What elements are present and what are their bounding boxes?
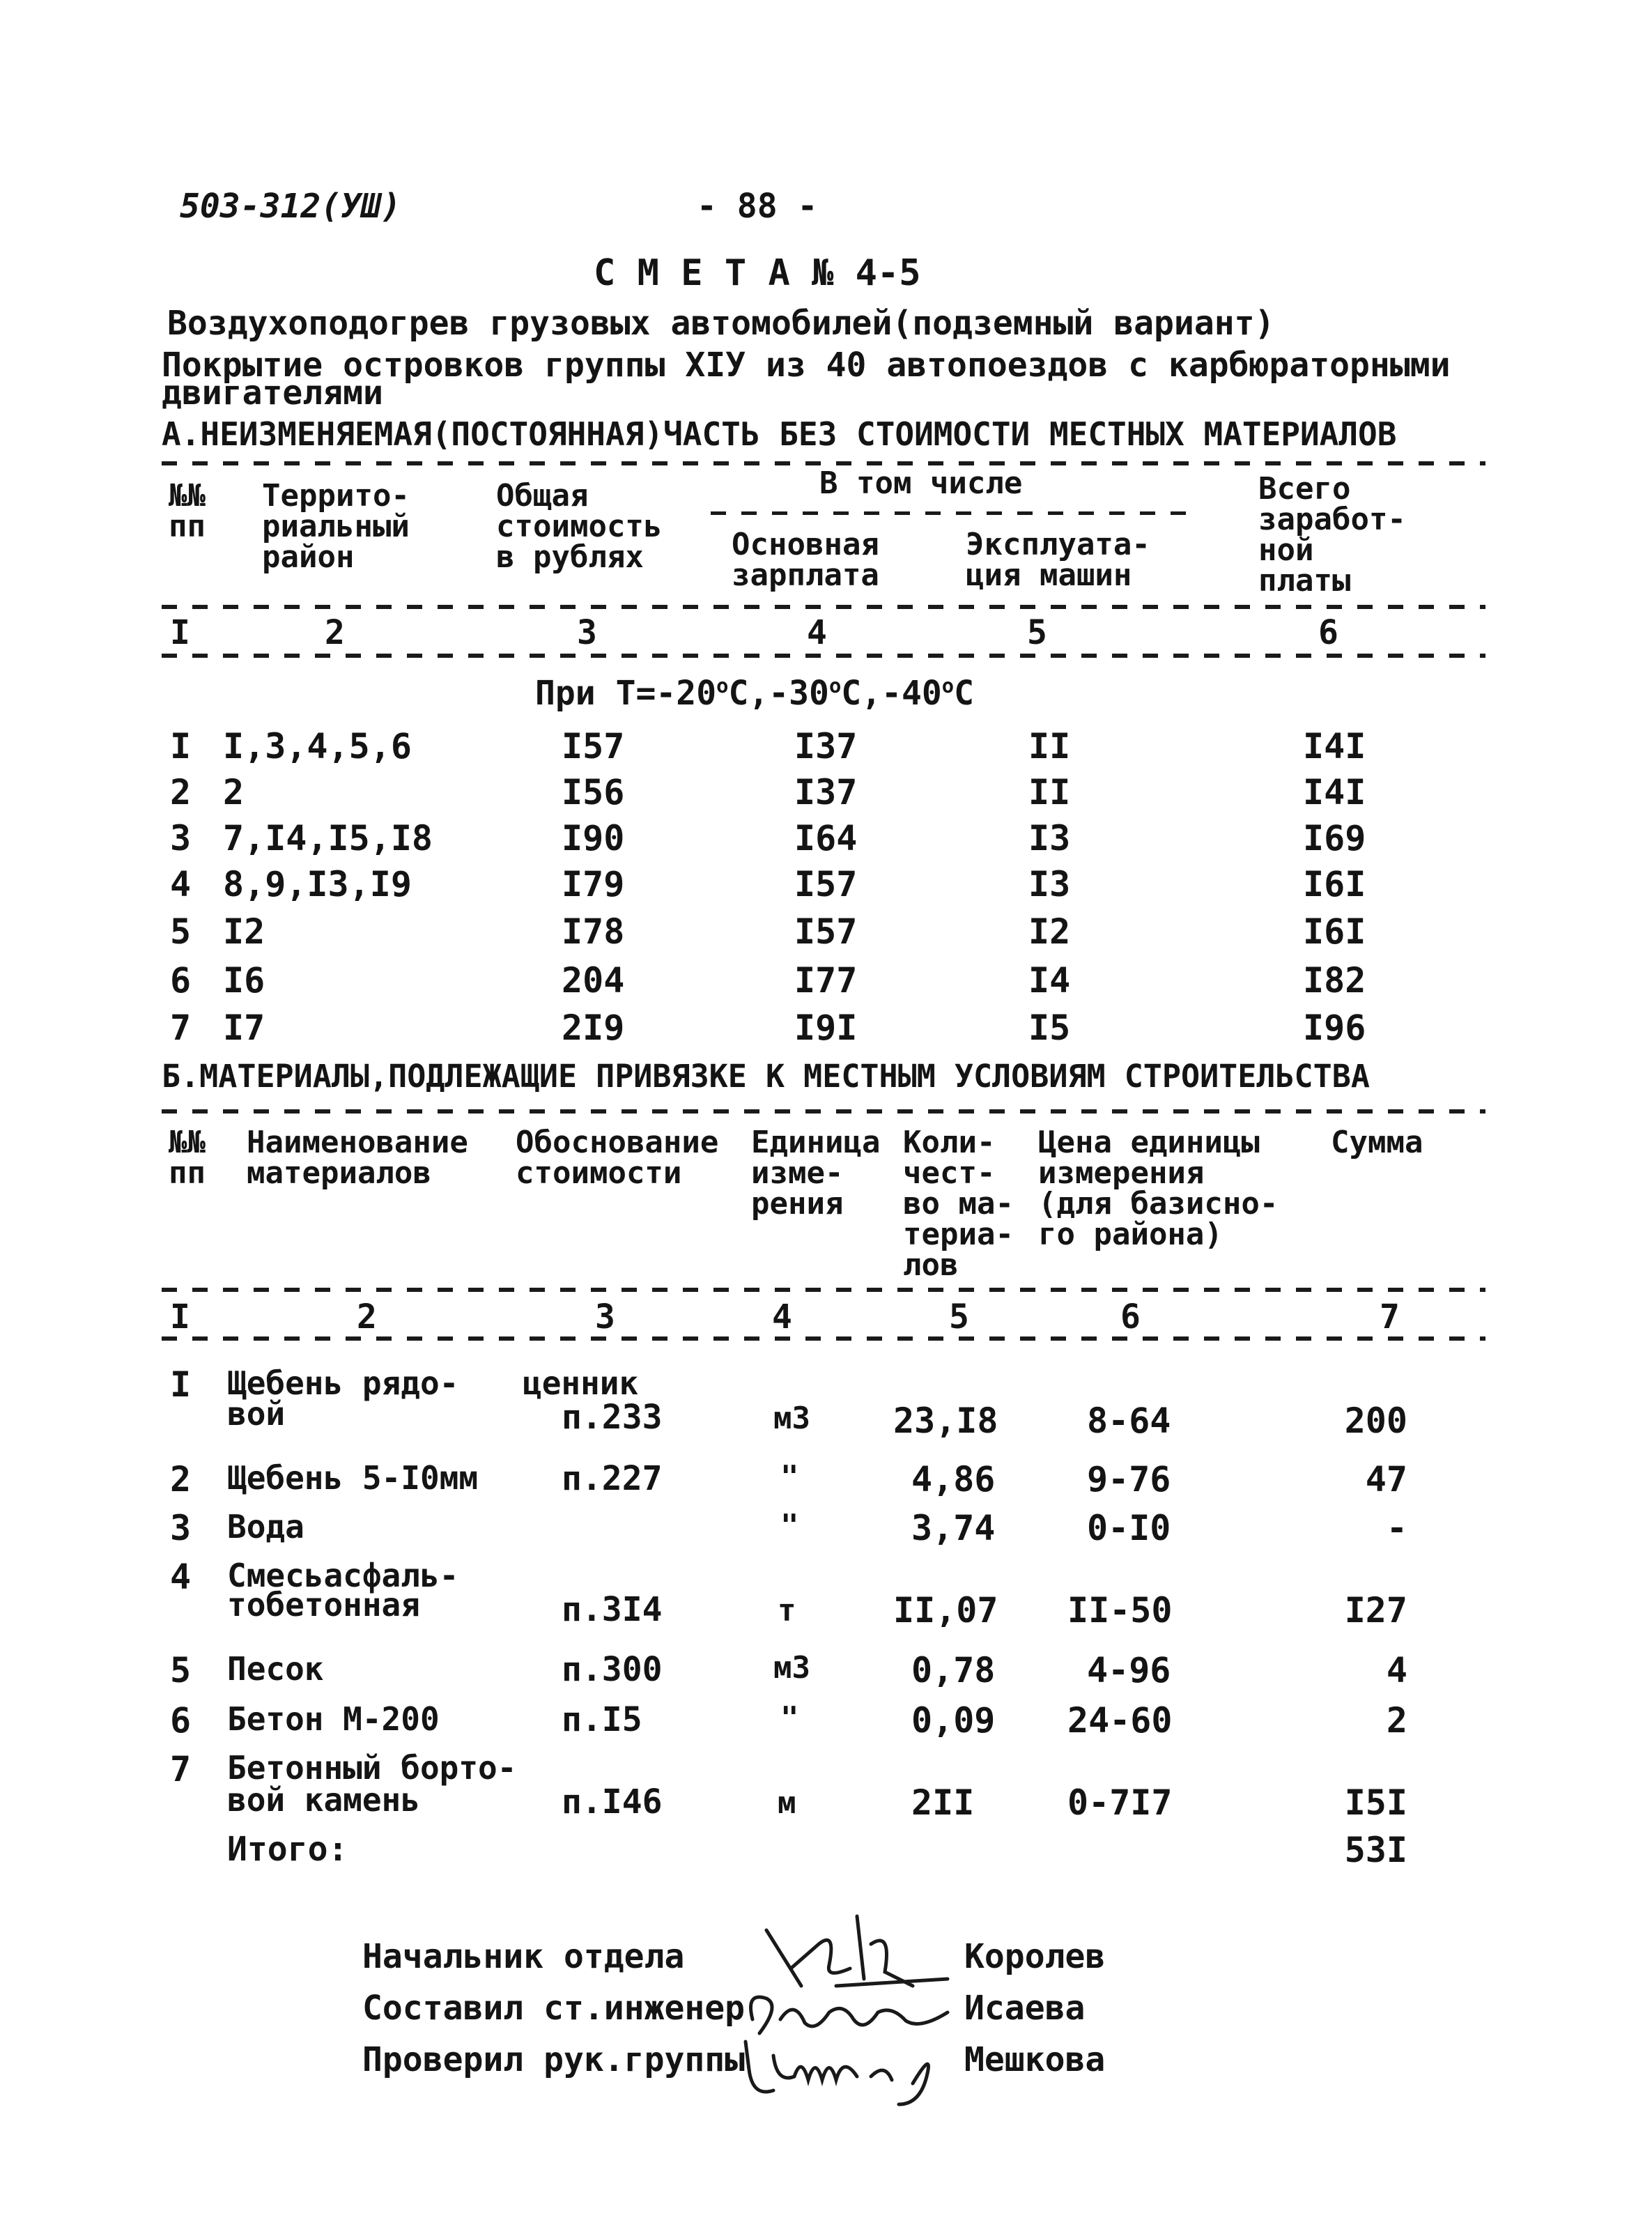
row-sum: 2 xyxy=(1386,1700,1407,1741)
row-quantity: 2II xyxy=(911,1782,975,1823)
divider xyxy=(711,511,1198,515)
col-number: 5 xyxy=(949,1297,969,1336)
col-number: 2 xyxy=(325,613,345,652)
row-unit: м xyxy=(778,1785,796,1821)
row-unit-price: 0-7I7 xyxy=(1067,1782,1173,1823)
row-base: I37 xyxy=(794,726,858,766)
header-cost-basis: Обоснование стоимости xyxy=(516,1125,719,1191)
header-base-salary: Основная зарплата xyxy=(732,527,879,593)
temperature-condition: При $Т=-20^oС,-30^oС,-40^oС$ xyxy=(535,674,975,713)
col-number: I xyxy=(170,613,190,652)
row-district: 7,I4,I5,I8 xyxy=(223,818,433,858)
col-number: 2 xyxy=(357,1297,377,1336)
row-material-name: Щебень 5-I0мм xyxy=(227,1459,479,1497)
row-num: 4 xyxy=(170,864,192,904)
row-unit: м3 xyxy=(773,1650,810,1686)
col-number: 3 xyxy=(595,1297,615,1336)
row-material-name: Вода xyxy=(227,1508,304,1546)
row-total: 2I9 xyxy=(562,1008,625,1048)
row-base: I9I xyxy=(794,1008,858,1048)
header-total-cost: Общая стоимость в рублях xyxy=(496,478,663,575)
col-number: I xyxy=(170,1297,190,1336)
row-salary: I4I xyxy=(1303,726,1366,766)
col-number: 4 xyxy=(772,1297,792,1336)
estimate-title: С М Е Т А № 4-5 xyxy=(594,252,921,294)
signature-role: Проверил рук.группы xyxy=(362,2040,746,2079)
header-unit-price: Цена единицы измерения (для базисно- го района) xyxy=(1038,1125,1279,1252)
row-quantity: 0,09 xyxy=(911,1700,996,1741)
row-num: 7 xyxy=(170,1749,192,1789)
row-sum: I5I xyxy=(1344,1782,1407,1823)
page-number: - 88 - xyxy=(697,187,818,226)
section-b-title: Б.МАТЕРИАЛЫ,ПОДЛЕЖАЩИЕ ПРИВЯЗКЕ К МЕСТНЫМ УСЛОВИЯМ СТРОИТЕЛЬСТВА xyxy=(162,1058,1370,1095)
total-value: 53I xyxy=(1344,1830,1407,1870)
divider xyxy=(162,1288,1485,1292)
row-material-name-cont: вой камень xyxy=(227,1781,420,1819)
row-total: I56 xyxy=(562,772,625,812)
document-code: 503-312(УШ) xyxy=(180,187,401,226)
header-unit: Единица изме- рения xyxy=(751,1125,881,1222)
row-unit: м3 xyxy=(773,1401,810,1436)
row-unit-price: II-50 xyxy=(1067,1590,1173,1631)
row-district: 2 xyxy=(223,772,245,812)
row-num: 2 xyxy=(170,772,192,812)
col-number: 6 xyxy=(1120,1297,1141,1336)
row-salary: I6I xyxy=(1303,911,1366,952)
row-unit-price: 9-76 xyxy=(1087,1459,1171,1500)
row-district: I2 xyxy=(223,911,265,952)
row-base: I57 xyxy=(794,864,858,904)
row-total: I90 xyxy=(562,818,625,858)
row-material-name: Щебень рядо- xyxy=(227,1364,459,1402)
row-material-name: Песок xyxy=(227,1650,324,1688)
section-a-title: А.НЕИЗМЕНЯЕМАЯ(ПОСТОЯННАЯ)ЧАСТЬ БЕЗ СТОИМОСТИ МЕСТНЫХ МАТЕРИАЛОВ xyxy=(162,415,1397,453)
row-mach: II xyxy=(1028,726,1071,766)
row-basis-ref: п.227 xyxy=(562,1459,663,1498)
row-material-name: Смесьасфаль- xyxy=(227,1557,459,1594)
row-district: 8,9,I3,I9 xyxy=(223,864,412,904)
header-sum: Сумма xyxy=(1331,1125,1423,1160)
row-unit-price: 24-60 xyxy=(1067,1700,1173,1741)
row-mach: I4 xyxy=(1028,960,1071,1001)
row-mach: II xyxy=(1028,772,1071,812)
row-salary: I4I xyxy=(1303,772,1366,812)
row-salary: I96 xyxy=(1303,1008,1366,1048)
row-unit: " xyxy=(780,1700,799,1736)
row-base: I37 xyxy=(794,772,858,812)
row-num: 6 xyxy=(170,1700,192,1741)
row-sum: I27 xyxy=(1344,1590,1407,1631)
row-num: 3 xyxy=(170,818,192,858)
row-salary: I69 xyxy=(1303,818,1366,858)
col-number: 7 xyxy=(1380,1297,1400,1336)
row-base: I64 xyxy=(794,818,858,858)
row-mach: I3 xyxy=(1028,864,1071,904)
row-num: 5 xyxy=(170,1650,192,1690)
row-basis-ref: п.I5 xyxy=(562,1700,642,1739)
row-quantity: 0,78 xyxy=(911,1650,996,1690)
signature-role: Составил ст.инженер xyxy=(362,1989,746,2028)
row-district: I6 xyxy=(223,960,265,1001)
row-mach: I3 xyxy=(1028,818,1071,858)
estimate-scope-line1: Покрытие островков группы XIУ из 40 автопоездов с карбюраторными xyxy=(162,346,1451,385)
header-total-salary: Всего заработ- ной платы xyxy=(1258,471,1406,599)
row-unit-price: 8-64 xyxy=(1087,1401,1171,1441)
signature-role: Начальник отдела xyxy=(362,1937,685,1976)
row-sum: 4 xyxy=(1386,1650,1407,1690)
row-basis-ref: п.300 xyxy=(562,1650,663,1689)
row-salary: I6I xyxy=(1303,864,1366,904)
total-label: Итого: xyxy=(227,1830,348,1869)
divider xyxy=(162,654,1485,658)
row-sum: 200 xyxy=(1344,1401,1407,1441)
col-number: 5 xyxy=(1027,613,1047,652)
header-district: Террито- риальный район xyxy=(262,478,410,575)
row-quantity: 23,I8 xyxy=(893,1401,998,1441)
signature-name: Мешкова xyxy=(964,2040,1106,2079)
row-district: I,3,4,5,6 xyxy=(223,726,412,766)
handwritten-signature-3 xyxy=(732,2028,962,2111)
signature-name: Королев xyxy=(964,1937,1106,1976)
row-mach: I5 xyxy=(1028,1008,1071,1048)
estimate-subtitle: Воздухоподогрев грузовых автомобилей(подземный вариант) xyxy=(167,304,1275,343)
row-total: I79 xyxy=(562,864,625,904)
row-unit-price: 0-I0 xyxy=(1087,1508,1171,1548)
row-num: I xyxy=(170,726,192,766)
row-mach: I2 xyxy=(1028,911,1071,952)
row-basis-ref: п.233 xyxy=(562,1398,663,1437)
row-quantity: 4,86 xyxy=(911,1459,996,1500)
row-basis-ref: п.I46 xyxy=(562,1782,663,1821)
header-machine-ops: Эксплуата- ция машин xyxy=(966,527,1150,593)
col-number: 4 xyxy=(807,613,827,652)
row-unit: " xyxy=(780,1459,799,1495)
estimate-scope-line2: двигателями xyxy=(162,373,383,413)
row-material-name: Бетон М-200 xyxy=(227,1700,440,1738)
divider xyxy=(162,1109,1485,1114)
row-basis-ref: п.3I4 xyxy=(562,1590,663,1629)
row-total: I78 xyxy=(562,911,625,952)
header-quantity: Коли- чест- во ма- териа- лов xyxy=(903,1125,1014,1283)
divider xyxy=(162,1336,1485,1341)
row-material-name-cont: вой xyxy=(227,1395,286,1433)
row-num: 4 xyxy=(170,1557,192,1597)
row-total: I57 xyxy=(562,726,625,766)
row-base: I77 xyxy=(794,960,858,1001)
row-num: 6 xyxy=(170,960,192,1001)
header-num: №№ пп xyxy=(169,478,206,544)
signature-name: Исаева xyxy=(964,1989,1086,2028)
header-material-name: Наименование материалов xyxy=(247,1125,468,1191)
row-unit-price: 4-96 xyxy=(1087,1650,1171,1690)
col-number: 3 xyxy=(577,613,597,652)
row-unit: т xyxy=(778,1593,796,1628)
row-num: 2 xyxy=(170,1459,192,1500)
header-num: №№ пп xyxy=(169,1125,206,1191)
row-material-name-cont: тобетонная xyxy=(227,1586,420,1624)
row-salary: I82 xyxy=(1303,960,1366,1001)
row-num: 5 xyxy=(170,911,192,952)
row-unit: " xyxy=(780,1508,799,1543)
header-in-that: В том числе xyxy=(819,465,1023,501)
row-base: I57 xyxy=(794,911,858,952)
divider xyxy=(162,605,1485,609)
row-sum: - xyxy=(1386,1508,1407,1548)
row-district: I7 xyxy=(223,1008,265,1048)
row-quantity: II,07 xyxy=(893,1590,998,1631)
row-quantity: 3,74 xyxy=(911,1508,996,1548)
row-sum: 47 xyxy=(1365,1459,1407,1500)
row-material-name: Бетонный борто- xyxy=(227,1749,517,1787)
row-num: 3 xyxy=(170,1508,192,1548)
row-num: 7 xyxy=(170,1008,192,1048)
row-num: I xyxy=(170,1364,192,1405)
row-total: 204 xyxy=(562,960,625,1001)
row-basis: ценник xyxy=(523,1364,639,1402)
col-number: 6 xyxy=(1318,613,1338,652)
